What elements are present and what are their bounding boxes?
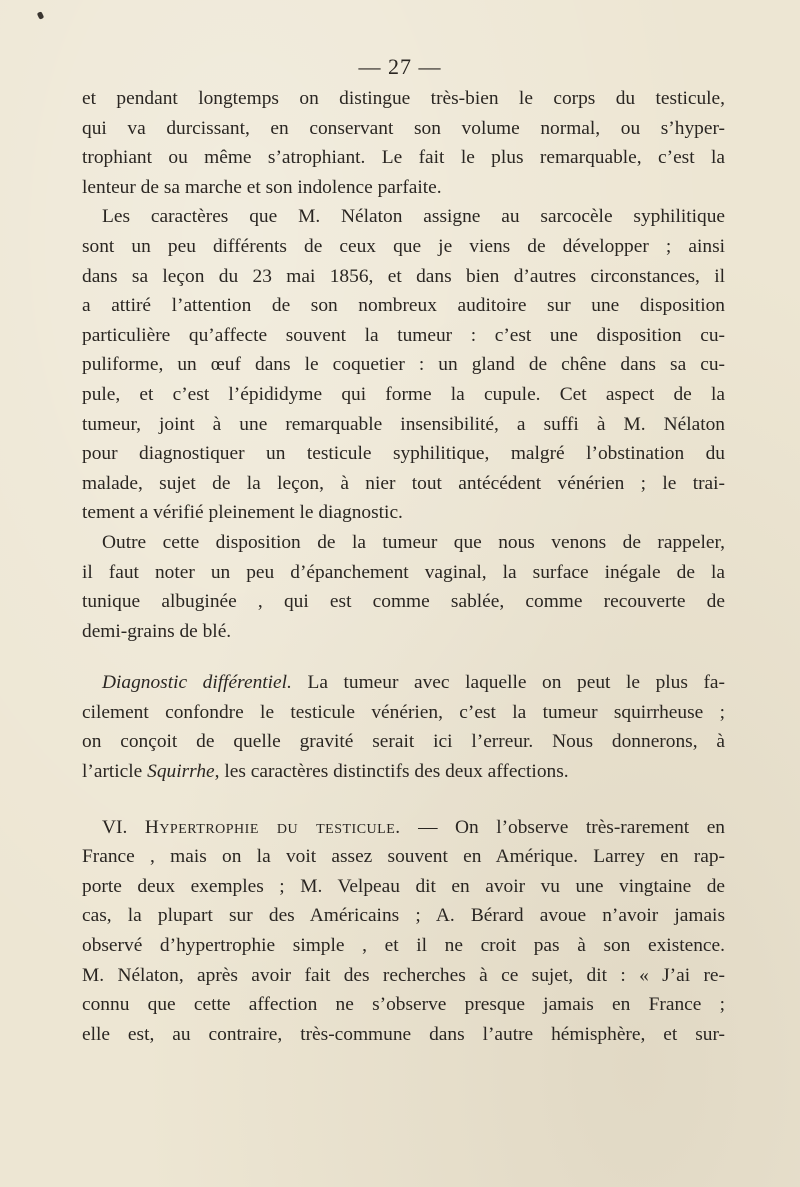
paragraph-1	[82, 84, 725, 202]
text-line: connu que cette affection ne s’observe presque jamais en France ;	[82, 994, 725, 1016]
spacer	[82, 646, 725, 668]
text-run: La tumeur avec laquelle on peut le plus fa-	[291, 672, 725, 694]
paragraph-3	[82, 528, 725, 646]
text-line: pule, et c’est l’épididyme qui forme la cupule. Cet aspect de la	[82, 383, 725, 405]
text-line: France , mais on la voit assez souvent en Amérique. Larrey en rap-	[82, 846, 725, 868]
text-line: lenteur de sa marche et son indolence parfaite.	[82, 176, 442, 198]
text-line: on conçoit de quelle gravité serait ici l’erreur. Nous donnerons, à	[82, 731, 725, 753]
text-line: qui va durcissant, en conservant son volume normal, ou s’hyper-	[82, 117, 725, 139]
cross-reference: Squirrhe	[147, 761, 215, 783]
text-line: observé d’hypertrophie simple , et il ne croit pas à son existence.	[82, 935, 725, 957]
diagnostic-heading: Diagnostic différentiel.	[102, 672, 292, 694]
paragraph-diagnostic	[82, 668, 725, 786]
text-line	[82, 757, 725, 787]
body-text	[82, 84, 725, 1049]
text-line: porte deux exemples ; M. Velpeau dit en avoir vu une vingtaine de	[82, 875, 725, 897]
text-line: sont un peu différents de ceux que je viens de développer ; ainsi	[82, 235, 725, 257]
text-line: trophiant ou même s’atrophiant. Le fait le plus remarquable, c’est la	[82, 147, 725, 169]
paragraph-2	[82, 202, 725, 528]
section-number: VI.	[102, 816, 145, 838]
text-run: — On l’observe très-rarement en	[400, 816, 726, 838]
text-line: pour diagnostiquer un testicule syphilitique, malgré l’obstination du	[82, 443, 725, 465]
text-line: tunique albuginée , qui est comme sablée, comme recouverte de	[82, 591, 725, 613]
text-line: dans sa leçon du 23 mai 1856, et dans bien d’autres circonstances, il	[82, 265, 725, 287]
text-line: elle est, au contraire, très-commune dans l’autre hémisphère, et sur-	[82, 1023, 725, 1045]
text-line	[82, 668, 725, 698]
spacer	[82, 787, 725, 813]
text-line: tumeur, joint à une remarquable insensibilité, a suffi à M. Nélaton	[82, 413, 725, 435]
text-line: malade, sujet de la leçon, à nier tout antécédent vénérien ; le trai-	[82, 472, 725, 494]
text-line: Outre cette disposition de la tumeur que nous venons de rappeler,	[102, 531, 725, 553]
text-line: a attiré l’attention de son nombreux auditoire sur une disposition	[82, 295, 725, 317]
text-line: particulière qu’affecte souvent la tumeur : c’est une disposition cu-	[82, 324, 725, 346]
page-number: — 27 —	[358, 54, 442, 79]
text-line: tement a vérifié pleinement le diagnostic.	[82, 502, 403, 524]
ink-spot	[37, 11, 44, 19]
text-line: et pendant longtemps on distingue très-bien le corps du testicule,	[82, 88, 725, 109]
text-line: il faut noter un peu d’épanchement vaginal, la surface inégale de la	[82, 561, 725, 583]
section-title: Hypertrophie du testicule.	[144, 816, 401, 838]
text-line: cas, la plupart sur des Américains ; A. Bérard avoue n’avoir jamais	[82, 905, 725, 927]
text-line: Les caractères que M. Nélaton assigne au sarcocèle syphilitique	[102, 206, 725, 228]
text-line: cilement confondre le testicule vénérien, c’est la tumeur squirrheuse ;	[82, 701, 725, 723]
text-line: demi-grains de blé.	[82, 620, 232, 642]
text-run: , les caractères distinctifs des deux affections.	[214, 761, 569, 783]
text-line: M. Nélaton, après avoir fait des recherches à ce sujet, dit : « J’ai re-	[82, 964, 725, 986]
text-line	[82, 813, 725, 843]
paragraph-section-vi	[82, 813, 725, 1050]
text-line: puliforme, un œuf dans le coquetier : un gland de chêne dans sa cu-	[82, 354, 725, 376]
text-run: l’article	[82, 761, 148, 783]
